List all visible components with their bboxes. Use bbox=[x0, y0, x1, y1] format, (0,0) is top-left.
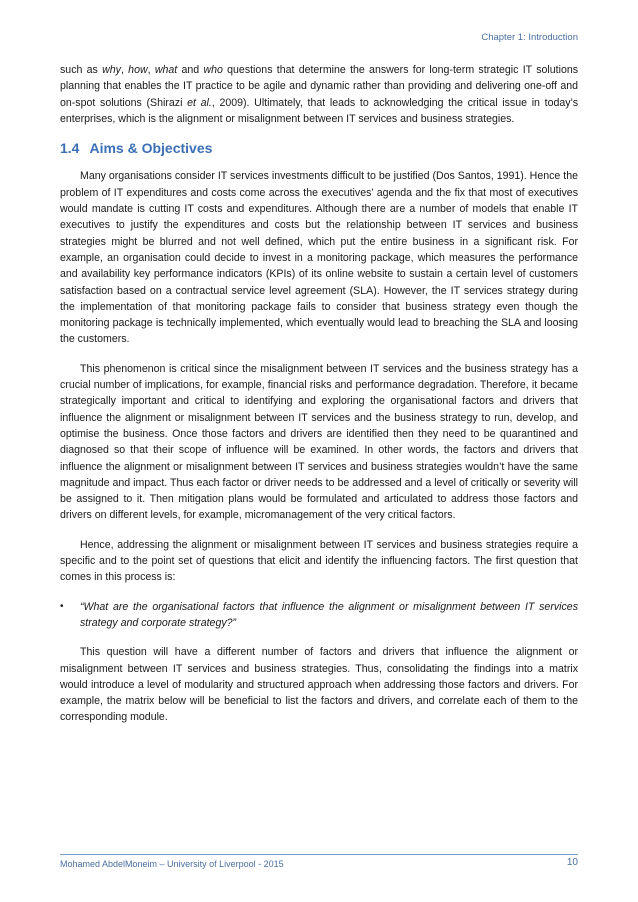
bullet-text: “What are the organisational factors that influence the alignment or misalignment between IT services strategy and corporate strategy?” bbox=[80, 600, 578, 629]
section-number: 1.4 bbox=[60, 140, 80, 157]
text-run-italic: et al. bbox=[187, 96, 212, 109]
section-title: Aims & Objectives bbox=[89, 140, 213, 157]
footer-divider bbox=[60, 854, 578, 855]
paragraph-4: This question will have a different number of factors and drivers that influence the alignment or misalignment between IT services and business strategies. Thus, consolidating the findings into a matrix would introduce a level of modularity and structured approach when addressing those factors and drivers. For example, the matrix below will be beneficial to list the factors and drivers, and correlate each of them to the corresponding module. bbox=[60, 646, 578, 724]
section-heading bbox=[60, 140, 578, 156]
page-body bbox=[60, 62, 578, 739]
footer-author: Mohamed AbdelMoneim – University of Liverpool - 2015 bbox=[60, 859, 284, 869]
text-run: such as bbox=[60, 64, 103, 76]
paragraph-3: Hence, addressing the alignment or misalignment between IT services and business strategies require a specific and to the point set of questions that elicit and identify the influencing factors. The first question that comes in this process is: bbox=[60, 538, 578, 584]
paragraph-1: Many organisations consider IT services investments difficult to be justified (Dos Santos, 1991). Hence the problem of IT expenditures and costs come across the executives’ agenda and the fix that most of executives would mandate is cutting IT costs and expenditures. Although there are a number of models that enable IT executives to justify the expenditures and costs but the relationship between IT services and business strategies might be blurred and not well defined, which put the entire business in a significant risk. For example, an organisation could decide to invest in a monitoring package, which measures the performance and availability key performance indicators (KPIs) of its online website to sustain a certain level of customers satisfaction based on a contractual service level agreement (SLA). However, the IT services strategy during the implementation of that monitoring package fails to consider that business strategy even though the monitoring package is technically implemented, which eventually would lead to breaching the SLA and loosing the customers. bbox=[60, 170, 578, 346]
text-run-italic: who bbox=[203, 64, 223, 76]
page-number: 10 bbox=[566, 857, 578, 868]
text-run: questions that determine the answers for long-term strategic IT solutions planning that enables the IT practice to be agile and dynamic rather than providing and delivering one-off and on-spot solutions (Shirazi bbox=[60, 64, 579, 109]
paragraph-2: This phenomenon is critical since the misalignment between IT services and the business strategy has a crucial number of implications, for example, financial risks and performance degradation. Therefore, it became strategically important and critical to identifying and exploring the organisational factors and drivers that influence the alignment or misalignment between IT services and the business strategy to run, develop, and optimise the business. Once those factors and drivers are identified then they need to be quarantined and diagnosed so that their scope of influence will be examined. In other words, the factors and drivers that influence the alignment or misalignment between IT services and business strategies wouldn’t have the same magnitude and impact. Thus each factor or driver needs to be addressed and a level of critically or severity will be assigned to it. Then mitigation plans would be formulated and articulated to address those factors and drivers on different levels, for example, micromanagement of the very critical factors. bbox=[60, 362, 578, 522]
text-run-italic: how bbox=[128, 64, 148, 76]
bullet-item bbox=[60, 599, 578, 632]
bullet-icon: • bbox=[60, 600, 64, 612]
text-run-italic: what bbox=[154, 64, 178, 76]
text-run: , 2009). Ultimately, that leads to acknowledging the critical issue in today’s enterprises, which is the alignment or misalignment between IT services and business strategies. bbox=[60, 96, 579, 125]
chapter-header: Chapter 1: Introduction bbox=[481, 32, 578, 43]
text-run-italic: why bbox=[102, 64, 121, 76]
paragraph-continued bbox=[60, 62, 578, 127]
text-run: , bbox=[120, 64, 129, 76]
text-run: and bbox=[177, 64, 204, 76]
text-run: , bbox=[147, 64, 155, 76]
